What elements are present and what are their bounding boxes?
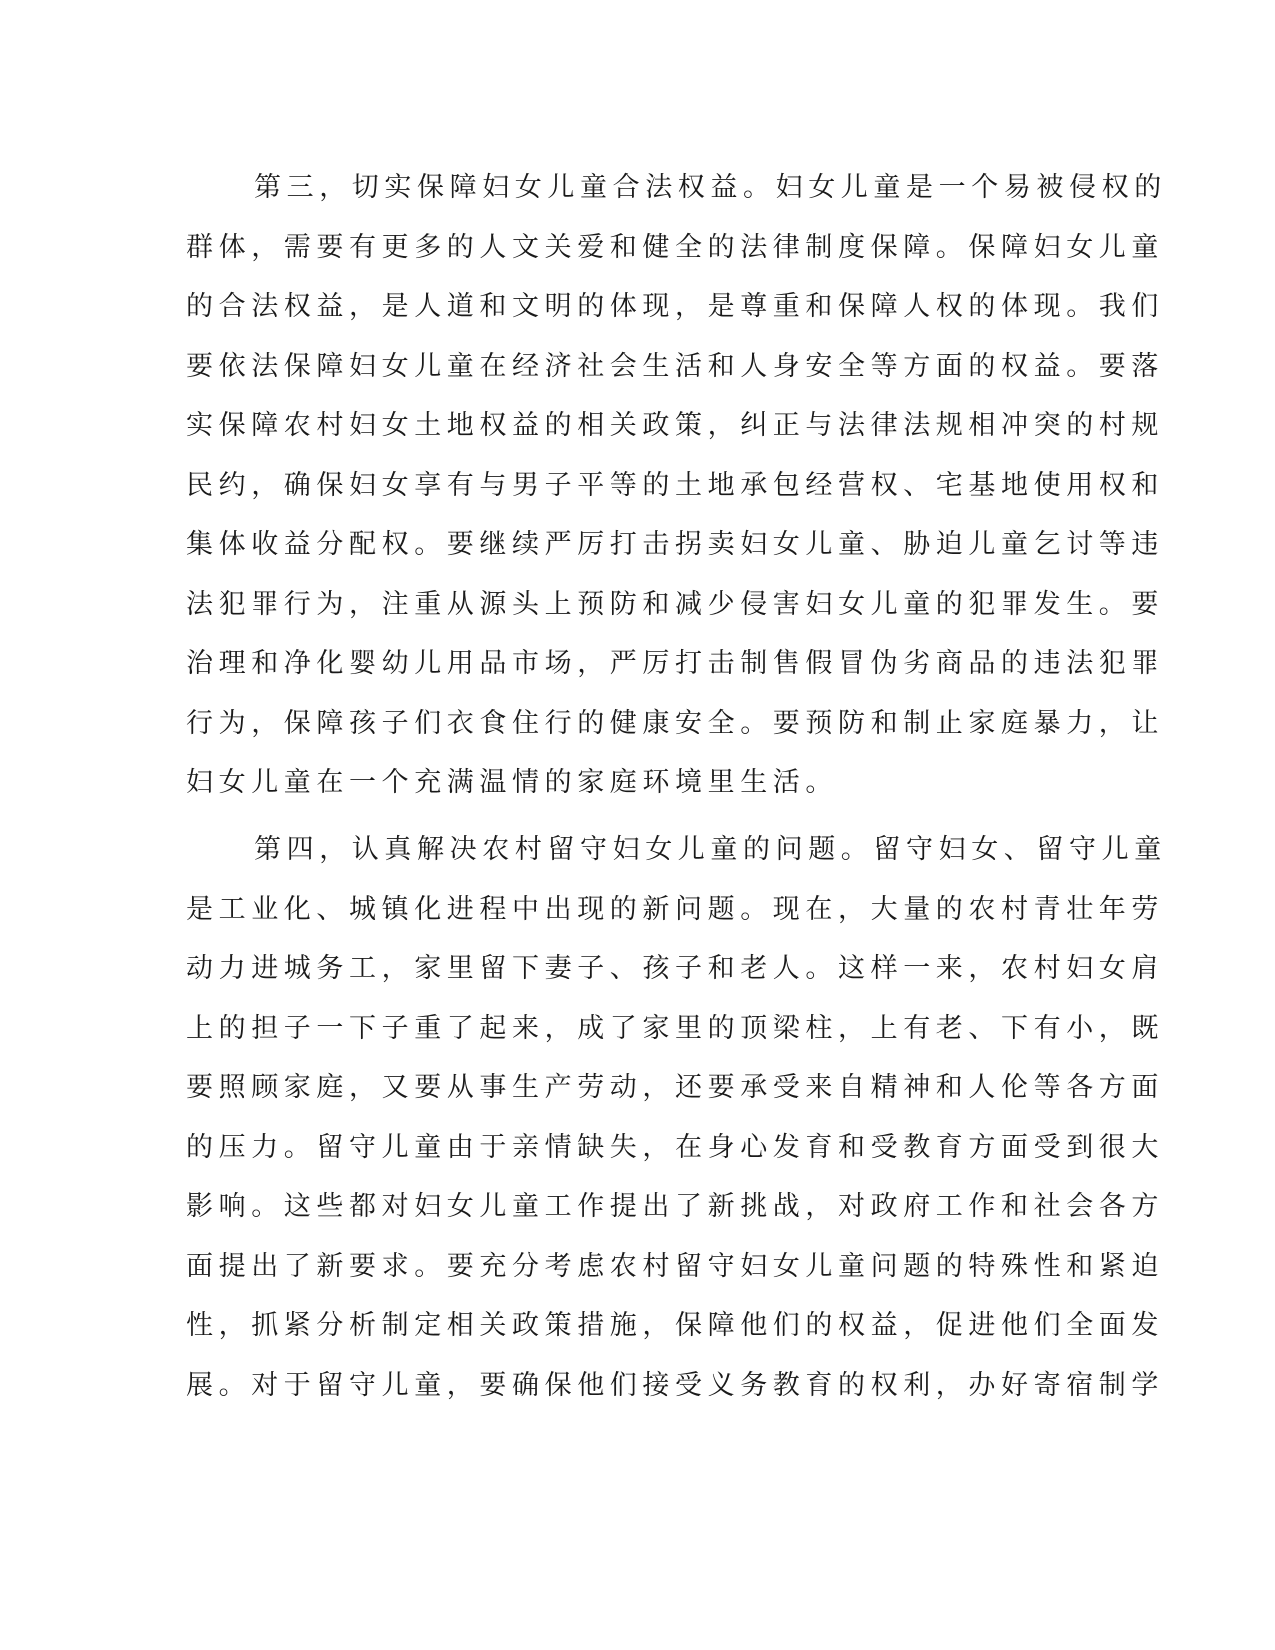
- paragraph-line: 的合法权益，是人道和文明的体现，是尊重和保障人权的体现。我们: [186, 291, 1164, 322]
- paragraph-line: 影响。这些都对妇女儿童工作提出了新挑战，对政府工作和社会各方: [186, 1191, 1164, 1222]
- paragraph-line: 民约，确保妇女享有与男子平等的土地承包经营权、宅基地使用权和: [186, 469, 1164, 501]
- paragraph-line: 群体，需要有更多的人文关爱和健全的法律制度保障。保障妇女儿童: [186, 231, 1164, 263]
- paragraph-line: 实保障农村妇女土地权益的相关政策，纠正与法律法规相冲突的村规: [186, 410, 1164, 441]
- paragraph-line: 的压力。留守儿童由于亲情缺失，在身心发育和受教育方面受到很大: [186, 1131, 1164, 1163]
- paragraph-line: 法犯罪行为，注重从源头上预防和减少侵害妇女儿童的犯罪发生。要: [186, 588, 1164, 620]
- paragraph-line: 性，抓紧分析制定相关政策措施，保障他们的权益，促进他们全面发: [186, 1310, 1164, 1341]
- paragraph-line: 妇女儿童在一个充满温情的家庭环境里生活。: [186, 767, 838, 798]
- paragraph-line: 是工业化、城镇化进程中出现的新问题。现在，大量的农村青壮年劳: [186, 893, 1164, 925]
- paragraph-fourth: [186, 820, 1167, 1415]
- paragraph-line: 第三，切实保障妇女儿童合法权益。妇女儿童是一个易被侵权的: [254, 172, 1167, 203]
- paragraph-line: 第四，认真解决农村留守妇女儿童的问题。留守妇女、留守儿童: [254, 834, 1167, 865]
- paragraph-line: 面提出了新要求。要充分考虑农村留守妇女儿童问题的特殊性和紧迫: [186, 1250, 1164, 1282]
- paragraph-line: 集体收益分配权。要继续严厉打击拐卖妇女儿童、胁迫儿童乞讨等违: [186, 529, 1164, 560]
- paragraph-line: 要照顾家庭，又要从事生产劳动，还要承受来自精神和人伦等各方面: [186, 1072, 1164, 1103]
- paragraph-line: 行为，保障孩子们衣食住行的健康安全。要预防和制止家庭暴力，让: [186, 707, 1164, 739]
- paragraph-line: 上的担子一下子重了起来，成了家里的顶梁柱，上有老、下有小，既: [186, 1012, 1164, 1044]
- paragraph-line: 要依法保障妇女儿童在经济社会生活和人身安全等方面的权益。要落: [186, 350, 1164, 382]
- paragraph-line: 展。对于留守儿童，要确保他们接受义务教育的权利，办好寄宿制学: [186, 1369, 1164, 1401]
- paragraph-third: [186, 158, 1167, 813]
- paragraph-line: 治理和净化婴幼儿用品市场，严厉打击制售假冒伪劣商品的违法犯罪: [186, 648, 1164, 679]
- paragraph-line: 动力进城务工，家里留下妻子、孩子和老人。这样一来，农村妇女肩: [186, 953, 1164, 984]
